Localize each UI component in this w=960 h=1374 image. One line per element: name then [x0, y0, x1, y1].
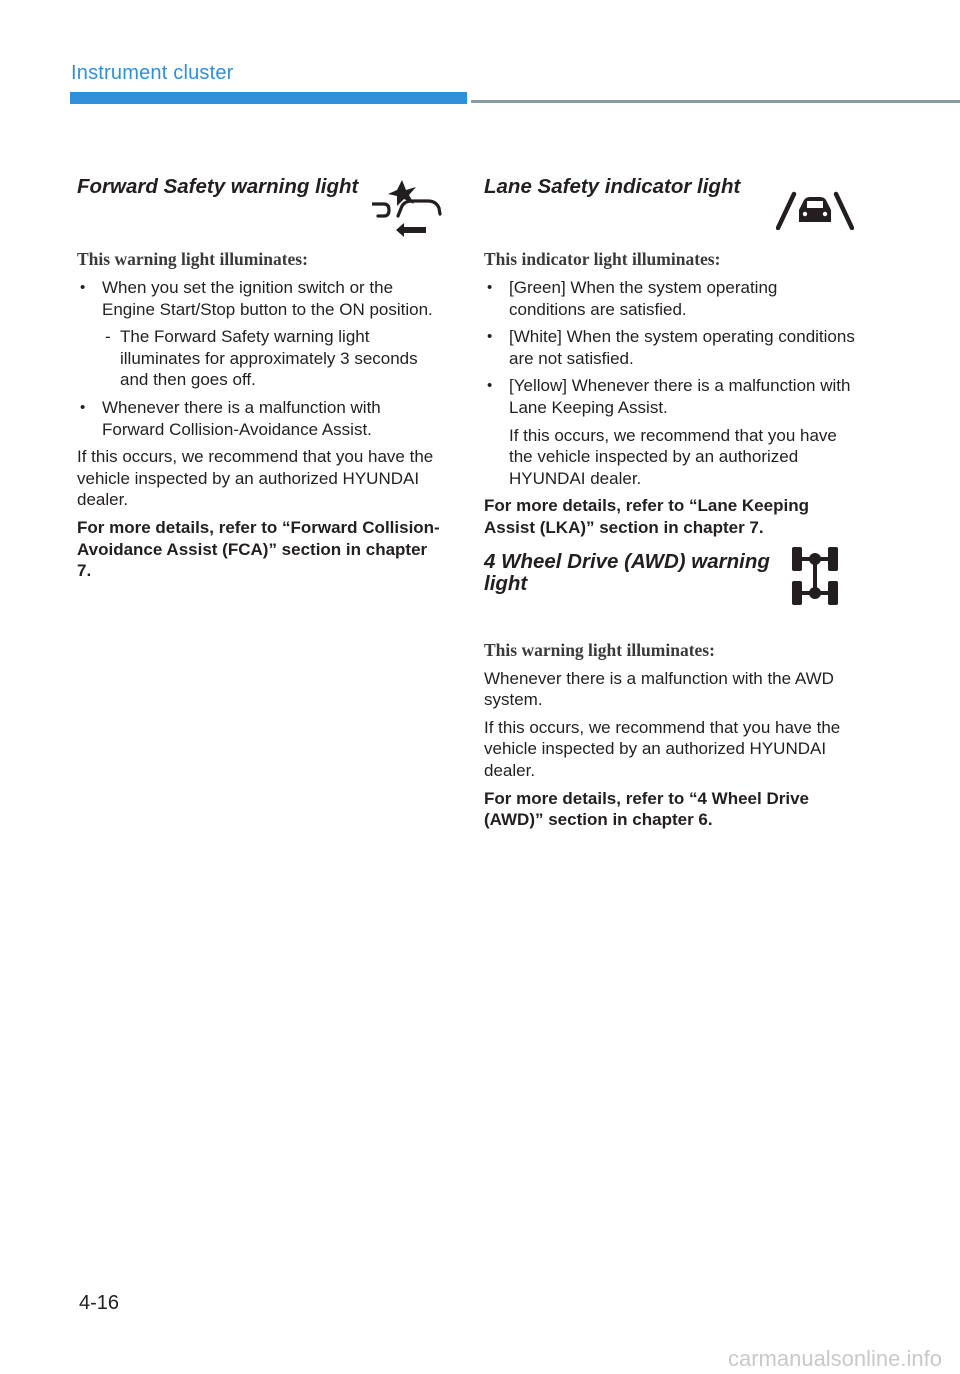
section-title: Forward Safety warning light	[77, 175, 359, 198]
body-text: If this occurs, we recommend that you have the vehicle inspected by an authorized HYUNDAI dealer.	[484, 717, 841, 780]
list-item: • [White] When the system operating conditions are not satisfied.	[484, 326, 856, 369]
body-text: If this occurs, we recommend that you have the vehicle inspected by an authorized HYUNDAI dealer.	[509, 425, 837, 488]
lane-safety-indicator-icon	[776, 190, 854, 230]
forward-safety-heading	[77, 168, 442, 248]
body-text: Whenever there is a malfunction with the AWD system.	[484, 668, 834, 710]
reference-text: For more details, refer to “Forward Collision-Avoidance Assist (FCA)” section in chapter 7.	[77, 517, 440, 581]
subheading: This warning light illuminates:	[484, 639, 715, 660]
section-title: Lane Safety indicator light	[484, 175, 741, 198]
forward-safety-warning-icon	[372, 180, 444, 240]
list-item: • [Green] When the system operating conditions are satisfied.	[484, 277, 856, 320]
header-rule	[471, 100, 960, 103]
list-item: • When you set the ignition switch or the Engine Start/Stop button to the ON position.	[77, 277, 442, 320]
awd-heading	[484, 551, 856, 639]
subheading: This indicator light illuminates:	[484, 249, 721, 269]
reference-text: For more details, refer to “Lane Keeping Assist (LKA)” section in chapter 7.	[484, 496, 809, 537]
lane-safety-heading	[484, 168, 856, 248]
reference-text: For more details, refer to “4 Wheel Drive (AWD)” section in chapter 6.	[484, 788, 809, 830]
page-number: 4-16	[79, 1292, 120, 1314]
bullet-list	[77, 277, 442, 320]
subheading: This warning light illuminates:	[77, 249, 308, 269]
awd-warning-icon	[788, 545, 842, 607]
right-column	[484, 168, 856, 837]
bullet-list	[484, 277, 856, 419]
list-item: • Whenever there is a malfunction with Forward Collision-Avoidance Assist.	[77, 397, 442, 440]
section-title: 4 Wheel Drive (AWD) warning light	[484, 549, 770, 595]
dash-list-item: - The Forward Safety warning light illuminates for approximately 3 seconds and then goes off.	[77, 326, 442, 391]
bullet-list	[77, 397, 442, 440]
chapter-title: Instrument cluster	[71, 62, 234, 84]
body-text: If this occurs, we recommend that you have the vehicle inspected by an authorized HYUNDAI dealer.	[77, 447, 434, 510]
header-rule-accent	[70, 92, 467, 104]
list-item: • [Yellow] Whenever there is a malfunction with Lane Keeping Assist.	[484, 375, 856, 418]
left-column	[77, 168, 442, 588]
watermark: carmanualsonline.info	[727, 1346, 942, 1371]
